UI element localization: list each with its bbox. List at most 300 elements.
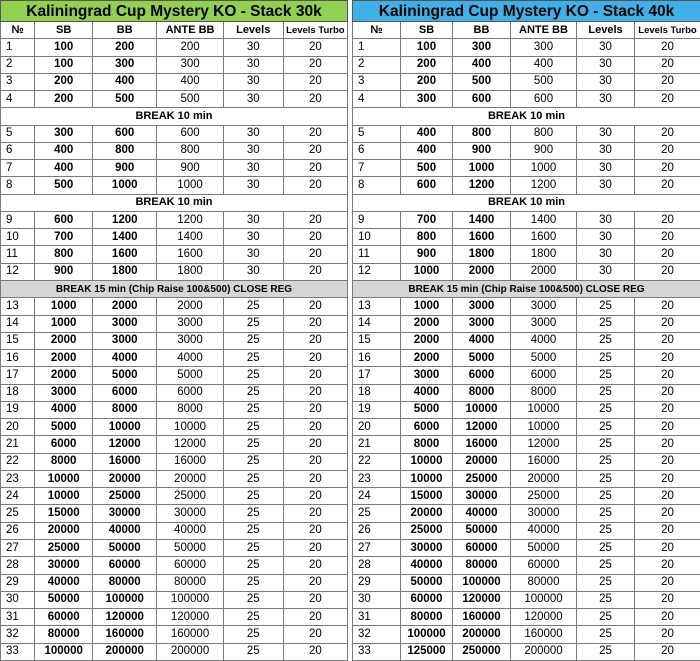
small-blind: 50000 [35,591,93,608]
levels-minutes: 25 [223,298,283,315]
levels-minutes: 30 [577,211,635,228]
levels-turbo-minutes: 20 [283,73,347,90]
small-blind: 30000 [35,557,93,574]
levels-turbo-minutes: 20 [283,263,347,280]
level-number: 16 [353,350,401,367]
break-row [1,280,348,297]
ante-bb: 300 [511,39,577,56]
level-row [353,505,700,522]
level-row [1,436,348,453]
levels-turbo-minutes: 20 [635,246,700,263]
big-blind: 40000 [93,522,157,539]
ante-bb: 160000 [511,626,577,643]
ante-bb: 50000 [157,539,223,556]
break-row [353,194,700,211]
ante-bb: 50000 [511,539,577,556]
big-blind: 900 [93,160,157,177]
level-row [353,436,700,453]
levels-turbo-minutes: 20 [635,609,700,626]
levels-minutes: 25 [577,626,635,643]
ante-bb: 120000 [157,609,223,626]
big-blind: 1000 [453,160,511,177]
levels-minutes: 30 [577,229,635,246]
level-row [353,125,700,142]
level-number: 31 [353,609,401,626]
levels-minutes: 30 [223,39,283,56]
big-blind: 30000 [93,505,157,522]
levels-turbo-minutes: 20 [635,626,700,643]
level-row [1,160,348,177]
levels-turbo-minutes: 20 [283,488,347,505]
ante-bb: 25000 [157,488,223,505]
small-blind: 500 [35,177,93,194]
small-blind: 600 [35,211,93,228]
level-number: 23 [1,470,35,487]
ante-bb: 1600 [157,246,223,263]
ante-bb: 1800 [511,246,577,263]
ante-bb: 40000 [511,522,577,539]
levels-turbo-minutes: 20 [635,350,700,367]
level-number: 22 [353,453,401,470]
small-blind: 10000 [35,488,93,505]
small-blind: 100 [35,56,93,73]
levels-turbo-minutes: 20 [283,350,347,367]
column-header-row [353,22,700,39]
levels-turbo-minutes: 20 [283,557,347,574]
ante-bb: 800 [511,125,577,142]
level-row [1,557,348,574]
small-blind: 4000 [401,384,453,401]
levels-minutes: 25 [223,384,283,401]
small-blind: 200 [401,56,453,73]
level-number: 16 [1,350,35,367]
levels-minutes: 25 [577,470,635,487]
level-row [1,56,348,73]
levels-minutes: 25 [577,539,635,556]
levels-turbo-minutes: 20 [283,315,347,332]
column-header: SB [401,22,453,39]
levels-turbo-minutes: 20 [635,419,700,436]
level-row [1,211,348,228]
level-row [353,591,700,608]
levels-turbo-minutes: 20 [283,160,347,177]
big-blind: 120000 [453,591,511,608]
ante-bb: 16000 [157,453,223,470]
column-header: № [1,22,35,39]
levels-minutes: 25 [577,350,635,367]
big-blind: 25000 [453,470,511,487]
level-number: 1 [353,39,401,56]
big-blind: 10000 [453,401,511,418]
level-number: 2 [353,56,401,73]
small-blind: 50000 [401,574,453,591]
levels-turbo-minutes: 20 [635,73,700,90]
levels-minutes: 30 [223,73,283,90]
level-row [353,419,700,436]
table-title: Kaliningrad Cup Mystery KO - Stack 30k [1,1,348,22]
table-title-row [1,1,348,22]
levels-turbo-minutes: 20 [635,470,700,487]
levels-turbo-minutes: 20 [283,436,347,453]
small-blind: 2000 [401,332,453,349]
level-row [1,643,348,660]
column-header: BB [453,22,511,39]
ante-bb: 200000 [511,643,577,660]
levels-turbo-minutes: 20 [283,56,347,73]
big-blind: 25000 [93,488,157,505]
level-row [1,142,348,159]
level-row [353,643,700,660]
levels-minutes: 30 [577,246,635,263]
levels-turbo-minutes: 20 [283,142,347,159]
small-blind: 30000 [401,539,453,556]
big-blind: 12000 [93,436,157,453]
levels-minutes: 25 [223,315,283,332]
level-row [353,73,700,90]
level-row [353,177,700,194]
level-number: 10 [353,229,401,246]
level-number: 21 [1,436,35,453]
small-blind: 6000 [35,436,93,453]
ante-bb: 3000 [511,315,577,332]
big-blind: 300 [93,56,157,73]
level-number: 26 [1,522,35,539]
level-number: 12 [353,263,401,280]
level-row [1,367,348,384]
ante-bb: 5000 [157,367,223,384]
level-row [353,350,700,367]
small-blind: 3000 [35,384,93,401]
level-number: 13 [1,298,35,315]
right-structure-panel [352,0,700,661]
levels-minutes: 25 [577,453,635,470]
level-row [353,401,700,418]
ante-bb: 30000 [157,505,223,522]
ante-bb: 1600 [511,229,577,246]
levels-minutes: 25 [223,453,283,470]
small-blind: 700 [35,229,93,246]
levels-minutes: 25 [577,401,635,418]
ante-bb: 1800 [157,263,223,280]
level-number: 17 [353,367,401,384]
level-row [1,626,348,643]
small-blind: 4000 [35,401,93,418]
level-number: 22 [1,453,35,470]
level-row [1,470,348,487]
levels-minutes: 25 [223,332,283,349]
levels-turbo-minutes: 20 [283,522,347,539]
big-blind: 2000 [453,263,511,280]
levels-minutes: 25 [223,574,283,591]
levels-minutes: 30 [223,177,283,194]
ante-bb: 400 [157,73,223,90]
break-row [1,108,348,125]
level-row [353,522,700,539]
big-blind: 16000 [93,453,157,470]
small-blind: 10000 [35,470,93,487]
levels-turbo-minutes: 20 [635,56,700,73]
levels-turbo-minutes: 20 [283,505,347,522]
column-header: BB [93,22,157,39]
small-blind: 2000 [401,350,453,367]
small-blind: 800 [35,246,93,263]
levels-minutes: 30 [223,91,283,108]
level-row [1,401,348,418]
level-number: 24 [1,488,35,505]
break-row [353,280,700,297]
small-blind: 300 [35,125,93,142]
ante-bb: 600 [157,125,223,142]
small-blind: 80000 [35,626,93,643]
level-row [1,453,348,470]
big-blind: 1200 [453,177,511,194]
small-blind: 3000 [401,367,453,384]
big-blind: 900 [453,142,511,159]
ante-bb: 25000 [511,488,577,505]
levels-turbo-minutes: 20 [635,488,700,505]
levels-turbo-minutes: 20 [283,211,347,228]
big-blind: 10000 [93,419,157,436]
levels-minutes: 25 [223,557,283,574]
ante-bb: 60000 [511,557,577,574]
level-row [1,125,348,142]
big-blind: 120000 [93,609,157,626]
level-row [1,488,348,505]
level-row [353,470,700,487]
levels-turbo-minutes: 20 [635,211,700,228]
ante-bb: 80000 [157,574,223,591]
levels-turbo-minutes: 20 [283,246,347,263]
levels-turbo-minutes: 20 [283,539,347,556]
levels-turbo-minutes: 20 [283,177,347,194]
break-row [353,108,700,125]
big-blind: 12000 [453,419,511,436]
levels-minutes: 30 [223,125,283,142]
levels-minutes: 25 [223,350,283,367]
small-blind: 100 [35,39,93,56]
levels-turbo-minutes: 20 [283,470,347,487]
big-blind: 2000 [93,298,157,315]
levels-minutes: 30 [577,263,635,280]
ante-bb: 12000 [157,436,223,453]
ante-bb: 3000 [511,298,577,315]
level-number: 5 [1,125,35,142]
small-blind: 40000 [35,574,93,591]
ante-bb: 12000 [511,436,577,453]
level-number: 20 [353,419,401,436]
ante-bb: 10000 [157,419,223,436]
levels-turbo-minutes: 20 [283,419,347,436]
big-blind: 8000 [453,384,511,401]
big-blind: 30000 [453,488,511,505]
levels-turbo-minutes: 20 [635,574,700,591]
ante-bb: 10000 [511,419,577,436]
small-blind: 100000 [35,643,93,660]
ante-bb: 900 [157,160,223,177]
level-row [353,626,700,643]
levels-turbo-minutes: 20 [283,384,347,401]
small-blind: 2000 [35,367,93,384]
ante-bb: 2000 [157,298,223,315]
big-blind: 60000 [453,539,511,556]
ante-bb: 3000 [157,315,223,332]
levels-minutes: 25 [223,539,283,556]
levels-turbo-minutes: 20 [635,522,700,539]
big-blind: 160000 [93,626,157,643]
level-row [353,539,700,556]
levels-turbo-minutes: 20 [635,384,700,401]
levels-minutes: 30 [223,211,283,228]
big-blind: 500 [93,91,157,108]
levels-minutes: 25 [223,505,283,522]
break-label: BREAK 10 min [1,194,348,211]
levels-turbo-minutes: 20 [283,91,347,108]
level-row [1,263,348,280]
levels-turbo-minutes: 20 [635,177,700,194]
level-number: 15 [1,332,35,349]
ante-bb: 2000 [511,263,577,280]
levels-minutes: 25 [577,574,635,591]
level-number: 24 [353,488,401,505]
small-blind: 20000 [35,522,93,539]
levels-minutes: 25 [577,643,635,660]
levels-minutes: 30 [223,263,283,280]
small-blind: 1000 [35,315,93,332]
levels-minutes: 25 [223,470,283,487]
levels-turbo-minutes: 20 [635,229,700,246]
levels-minutes: 25 [223,522,283,539]
levels-minutes: 25 [577,522,635,539]
level-row [353,298,700,315]
small-blind: 1000 [35,298,93,315]
level-number: 4 [353,91,401,108]
big-blind: 160000 [453,609,511,626]
break-label: BREAK 10 min [1,108,348,125]
big-blind: 1800 [93,263,157,280]
big-blind: 20000 [93,470,157,487]
levels-turbo-minutes: 20 [635,643,700,660]
level-number: 10 [1,229,35,246]
levels-turbo-minutes: 20 [635,505,700,522]
break-label: BREAK 15 min (Chip Raise 100&500) CLOSE REG [1,280,348,297]
small-blind: 60000 [35,609,93,626]
column-header: Levels [223,22,283,39]
big-blind: 50000 [453,522,511,539]
level-number: 8 [1,177,35,194]
level-row [353,332,700,349]
level-row [1,505,348,522]
level-row [353,488,700,505]
big-blind: 800 [93,142,157,159]
big-blind: 20000 [453,453,511,470]
big-blind: 1800 [453,246,511,263]
level-row [353,609,700,626]
level-number: 18 [1,384,35,401]
levels-turbo-minutes: 20 [283,298,347,315]
big-blind: 1400 [453,211,511,228]
ante-bb: 40000 [157,522,223,539]
levels-turbo-minutes: 20 [283,591,347,608]
levels-turbo-minutes: 20 [283,643,347,660]
level-number: 19 [353,401,401,418]
big-blind: 4000 [93,350,157,367]
small-blind: 10000 [401,453,453,470]
level-row [353,263,700,280]
big-blind: 600 [93,125,157,142]
levels-minutes: 25 [223,643,283,660]
big-blind: 1600 [93,246,157,263]
ante-bb: 1400 [157,229,223,246]
break-label: BREAK 10 min [353,194,700,211]
level-number: 14 [353,315,401,332]
small-blind: 5000 [401,401,453,418]
level-number: 13 [353,298,401,315]
small-blind: 25000 [401,522,453,539]
ante-bb: 4000 [157,350,223,367]
level-number: 7 [353,160,401,177]
ante-bb: 30000 [511,505,577,522]
level-row [1,332,348,349]
levels-turbo-minutes: 20 [635,125,700,142]
levels-minutes: 25 [223,367,283,384]
big-blind: 1200 [93,211,157,228]
small-blind: 500 [401,160,453,177]
big-blind: 3000 [93,315,157,332]
level-number: 20 [1,419,35,436]
level-row [1,39,348,56]
levels-minutes: 30 [577,91,635,108]
levels-turbo-minutes: 20 [635,298,700,315]
level-number: 33 [353,643,401,660]
level-number: 32 [1,626,35,643]
level-row [1,298,348,315]
small-blind: 2000 [35,350,93,367]
small-blind: 200 [35,73,93,90]
ante-bb: 900 [511,142,577,159]
level-number: 29 [1,574,35,591]
levels-minutes: 25 [577,298,635,315]
level-row [1,73,348,90]
level-number: 17 [1,367,35,384]
levels-turbo-minutes: 20 [635,436,700,453]
level-row [353,315,700,332]
levels-minutes: 25 [577,609,635,626]
levels-turbo-minutes: 20 [635,315,700,332]
ante-bb: 4000 [511,332,577,349]
level-row [1,229,348,246]
levels-turbo-minutes: 20 [283,332,347,349]
levels-turbo-minutes: 20 [635,160,700,177]
small-blind: 8000 [401,436,453,453]
small-blind: 20000 [401,505,453,522]
level-row [353,160,700,177]
levels-turbo-minutes: 20 [283,609,347,626]
break-row [1,194,348,211]
level-number: 6 [1,142,35,159]
big-blind: 3000 [453,315,511,332]
levels-minutes: 30 [577,125,635,142]
ante-bb: 8000 [511,384,577,401]
level-number: 18 [353,384,401,401]
big-blind: 400 [453,56,511,73]
small-blind: 900 [401,246,453,263]
big-blind: 200 [93,39,157,56]
levels-turbo-minutes: 20 [635,453,700,470]
levels-turbo-minutes: 20 [635,263,700,280]
level-row [1,350,348,367]
levels-minutes: 25 [223,591,283,608]
ante-bb: 500 [511,73,577,90]
